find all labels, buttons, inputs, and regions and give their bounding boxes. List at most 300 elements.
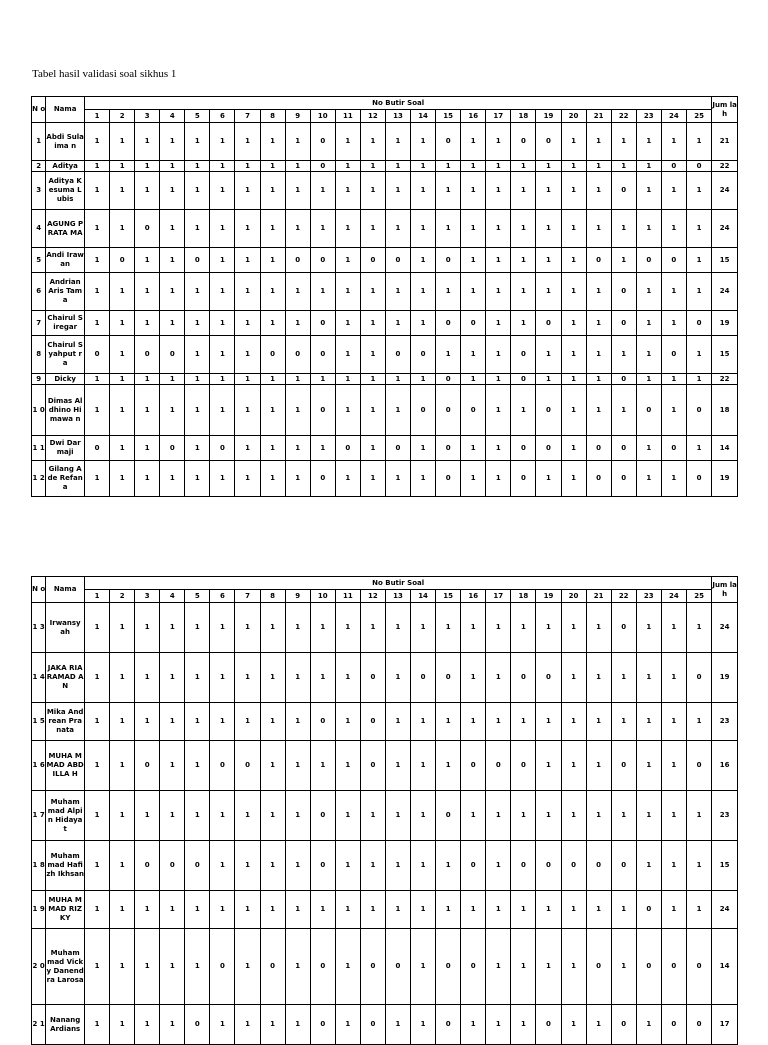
student-name: AGUNG PRATA MA	[46, 210, 85, 248]
row-number: 5	[32, 248, 46, 273]
score-cell: 1	[210, 1005, 235, 1045]
score-cell: 1	[661, 210, 686, 248]
score-cell: 1	[586, 210, 611, 248]
score-cell: 1	[661, 841, 686, 891]
item-number-header: 15	[436, 110, 461, 123]
item-number-header: 19	[536, 110, 561, 123]
score-cell: 1	[335, 791, 360, 841]
item-group-header: No Butir Soal	[85, 97, 712, 110]
score-cell: 0	[160, 436, 185, 461]
score-cell: 1	[586, 603, 611, 653]
score-cell: 0	[611, 461, 636, 497]
score-cell: 0	[461, 311, 486, 336]
table-row	[32, 273, 738, 311]
row-number: 6	[32, 273, 46, 311]
score-cell: 1	[185, 385, 210, 436]
score-cell: 1	[411, 741, 436, 791]
score-cell: 1	[536, 741, 561, 791]
score-cell: 1	[160, 248, 185, 273]
score-cell: 1	[636, 210, 661, 248]
score-cell: 0	[461, 385, 486, 436]
item-number-header: 8	[260, 110, 285, 123]
score-cell: 0	[385, 436, 410, 461]
score-cell: 1	[461, 1005, 486, 1045]
score-cell: 1	[335, 653, 360, 703]
score-cell: 1	[185, 653, 210, 703]
score-cell: 1	[536, 336, 561, 374]
score-cell: 1	[85, 172, 110, 210]
score-cell: 1	[636, 703, 661, 741]
score-cell: 1	[110, 436, 135, 461]
score-cell: 1	[536, 273, 561, 311]
score-cell: 1	[135, 311, 160, 336]
score-cell: 0	[185, 841, 210, 891]
score-cell: 0	[135, 210, 160, 248]
score-cell: 1	[310, 891, 335, 929]
score-cell: 1	[110, 891, 135, 929]
score-cell: 1	[85, 123, 110, 161]
score-cell: 0	[360, 653, 385, 703]
score-cell: 1	[235, 161, 260, 172]
score-cell: 1	[210, 161, 235, 172]
score-cell: 1	[536, 791, 561, 841]
row-total: 23	[712, 703, 738, 741]
score-cell: 1	[260, 374, 285, 385]
score-cell: 0	[611, 436, 636, 461]
score-cell: 0	[411, 653, 436, 703]
score-cell: 1	[310, 374, 335, 385]
score-cell: 1	[486, 1005, 511, 1045]
score-cell: 1	[511, 248, 536, 273]
total-header: Jum lah	[712, 577, 738, 603]
item-number-header: 10	[310, 110, 335, 123]
score-cell: 0	[511, 436, 536, 461]
score-cell: 0	[536, 436, 561, 461]
row-total: 22	[712, 161, 738, 172]
row-total: 14	[712, 436, 738, 461]
score-cell: 1	[335, 703, 360, 741]
header-row	[32, 577, 738, 590]
score-cell: 1	[360, 123, 385, 161]
no-header: N o	[32, 97, 46, 123]
score-cell: 1	[85, 248, 110, 273]
score-cell: 1	[561, 929, 586, 1005]
score-cell: 1	[235, 374, 260, 385]
score-cell: 1	[210, 123, 235, 161]
item-number-header: 23	[636, 590, 661, 603]
score-cell: 1	[385, 791, 410, 841]
score-cell: 1	[335, 336, 360, 374]
row-number: 1 3	[32, 603, 46, 653]
score-cell: 0	[611, 172, 636, 210]
score-cell: 1	[235, 841, 260, 891]
score-cell: 0	[85, 336, 110, 374]
score-cell: 0	[586, 841, 611, 891]
score-cell: 1	[185, 311, 210, 336]
table-row	[32, 1005, 738, 1045]
item-number-header: 24	[661, 110, 686, 123]
score-cell: 1	[160, 311, 185, 336]
score-cell: 1	[85, 703, 110, 741]
score-cell: 1	[686, 336, 711, 374]
item-number-header: 21	[586, 590, 611, 603]
score-cell: 1	[160, 210, 185, 248]
score-cell: 1	[436, 603, 461, 653]
score-cell: 1	[260, 161, 285, 172]
score-cell: 1	[210, 461, 235, 497]
score-cell: 1	[310, 210, 335, 248]
score-cell: 1	[85, 1005, 110, 1045]
score-cell: 0	[285, 248, 310, 273]
score-cell: 1	[461, 123, 486, 161]
score-cell: 1	[235, 248, 260, 273]
score-cell: 1	[486, 603, 511, 653]
score-cell: 1	[335, 385, 360, 436]
row-number: 8	[32, 336, 46, 374]
row-total: 19	[712, 461, 738, 497]
score-cell: 1	[536, 161, 561, 172]
student-name: Dimas Aldhino Himawa n	[46, 385, 85, 436]
score-cell: 1	[411, 123, 436, 161]
score-cell: 1	[260, 603, 285, 653]
score-cell: 1	[536, 461, 561, 497]
table-row	[32, 123, 738, 161]
item-number-header: 6	[210, 110, 235, 123]
score-cell: 1	[561, 210, 586, 248]
score-cell: 1	[85, 891, 110, 929]
score-cell: 1	[110, 461, 135, 497]
student-name: MUHA MMAD ABDILLA H	[46, 741, 85, 791]
score-cell: 1	[561, 385, 586, 436]
item-number-header: 25	[686, 590, 711, 603]
student-name: Irwansy ah	[46, 603, 85, 653]
table-row	[32, 436, 738, 461]
score-cell: 1	[661, 791, 686, 841]
score-cell: 1	[461, 703, 486, 741]
score-cell: 1	[411, 891, 436, 929]
name-header: Nama	[46, 577, 85, 603]
score-cell: 1	[160, 653, 185, 703]
item-number-header: 14	[411, 590, 436, 603]
score-cell: 1	[486, 374, 511, 385]
score-cell: 1	[135, 891, 160, 929]
score-cell: 1	[235, 436, 260, 461]
score-cell: 1	[160, 741, 185, 791]
item-number-row	[32, 590, 738, 603]
score-cell: 1	[335, 161, 360, 172]
score-cell: 1	[335, 248, 360, 273]
score-cell: 1	[436, 841, 461, 891]
score-cell: 1	[436, 741, 461, 791]
score-cell: 1	[636, 841, 661, 891]
row-total: 15	[712, 336, 738, 374]
score-cell: 1	[661, 891, 686, 929]
score-cell: 1	[486, 703, 511, 741]
score-cell: 1	[636, 311, 661, 336]
row-number: 1 8	[32, 841, 46, 891]
item-number-header: 3	[135, 110, 160, 123]
score-cell: 1	[160, 1005, 185, 1045]
score-cell: 1	[210, 210, 235, 248]
score-cell: 1	[486, 172, 511, 210]
score-cell: 1	[586, 741, 611, 791]
score-cell: 1	[411, 311, 436, 336]
item-number-header: 9	[285, 110, 310, 123]
table-row	[32, 210, 738, 248]
score-cell: 0	[686, 653, 711, 703]
score-cell: 1	[686, 703, 711, 741]
row-total: 14	[712, 929, 738, 1005]
score-cell: 1	[285, 210, 310, 248]
score-cell: 1	[135, 123, 160, 161]
table-row	[32, 161, 738, 172]
row-number: 1	[32, 123, 46, 161]
row-total: 21	[712, 123, 738, 161]
row-total: 15	[712, 248, 738, 273]
score-cell: 1	[536, 703, 561, 741]
score-cell: 1	[511, 273, 536, 311]
item-number-header: 11	[335, 110, 360, 123]
score-cell: 0	[436, 123, 461, 161]
score-cell: 1	[385, 891, 410, 929]
table-row	[32, 248, 738, 273]
score-cell: 1	[586, 703, 611, 741]
score-cell: 0	[310, 841, 335, 891]
score-cell: 1	[335, 374, 360, 385]
student-name: Abdi Sulaima n	[46, 123, 85, 161]
score-cell: 1	[235, 653, 260, 703]
row-number: 9	[32, 374, 46, 385]
score-cell: 1	[235, 311, 260, 336]
score-cell: 0	[686, 1005, 711, 1045]
score-cell: 1	[511, 311, 536, 336]
score-cell: 1	[160, 891, 185, 929]
score-cell: 1	[661, 273, 686, 311]
score-cell: 1	[260, 248, 285, 273]
student-name: Muham mad Hafizh Ikhsan	[46, 841, 85, 891]
score-cell: 1	[611, 336, 636, 374]
score-cell: 0	[636, 248, 661, 273]
score-cell: 0	[561, 841, 586, 891]
score-cell: 1	[411, 210, 436, 248]
score-cell: 0	[661, 336, 686, 374]
score-cell: 1	[110, 791, 135, 841]
score-cell: 1	[260, 123, 285, 161]
score-cell: 1	[686, 123, 711, 161]
score-cell: 1	[85, 210, 110, 248]
row-number: 1 5	[32, 703, 46, 741]
score-cell: 1	[636, 603, 661, 653]
score-cell: 1	[611, 929, 636, 1005]
score-cell: 0	[310, 703, 335, 741]
score-cell: 1	[486, 248, 511, 273]
score-cell: 1	[285, 123, 310, 161]
score-cell: 0	[436, 436, 461, 461]
score-cell: 1	[335, 603, 360, 653]
score-cell: 1	[210, 603, 235, 653]
score-cell: 1	[135, 703, 160, 741]
score-cell: 1	[260, 385, 285, 436]
row-number: 2 0	[32, 929, 46, 1005]
score-cell: 0	[360, 741, 385, 791]
score-cell: 1	[461, 461, 486, 497]
score-cell: 1	[586, 374, 611, 385]
score-cell: 1	[285, 841, 310, 891]
row-total: 23	[712, 791, 738, 841]
table-row	[32, 891, 738, 929]
score-cell: 0	[686, 311, 711, 336]
score-cell: 1	[110, 273, 135, 311]
score-cell: 1	[285, 172, 310, 210]
score-cell: 1	[636, 741, 661, 791]
score-cell: 0	[110, 248, 135, 273]
table-row	[32, 311, 738, 336]
score-cell: 1	[85, 929, 110, 1005]
score-cell: 0	[661, 161, 686, 172]
score-cell: 0	[285, 336, 310, 374]
student-name: Aditya	[46, 161, 85, 172]
table-row	[32, 929, 738, 1005]
table-row	[32, 385, 738, 436]
score-cell: 1	[260, 703, 285, 741]
score-cell: 0	[385, 336, 410, 374]
score-cell: 0	[436, 385, 461, 436]
score-cell: 0	[185, 1005, 210, 1045]
score-cell: 1	[385, 603, 410, 653]
score-cell: 1	[636, 273, 661, 311]
score-cell: 1	[611, 123, 636, 161]
score-cell: 1	[160, 603, 185, 653]
score-cell: 1	[385, 374, 410, 385]
score-cell: 1	[661, 703, 686, 741]
score-cell: 1	[385, 123, 410, 161]
score-cell: 1	[611, 210, 636, 248]
score-cell: 1	[135, 461, 160, 497]
score-cell: 1	[160, 461, 185, 497]
score-cell: 0	[85, 436, 110, 461]
score-cell: 1	[385, 1005, 410, 1045]
score-cell: 1	[511, 791, 536, 841]
score-cell: 1	[385, 161, 410, 172]
score-cell: 1	[235, 210, 260, 248]
item-number-header: 22	[611, 110, 636, 123]
score-cell: 1	[85, 741, 110, 791]
score-cell: 1	[636, 436, 661, 461]
score-cell: 1	[160, 703, 185, 741]
score-cell: 1	[210, 791, 235, 841]
item-number-header: 14	[411, 110, 436, 123]
score-cell: 0	[636, 929, 661, 1005]
score-cell: 1	[436, 336, 461, 374]
score-cell: 1	[110, 161, 135, 172]
score-cell: 1	[110, 374, 135, 385]
score-cell: 1	[185, 172, 210, 210]
score-cell: 1	[686, 436, 711, 461]
score-cell: 1	[686, 172, 711, 210]
score-cell: 1	[486, 929, 511, 1005]
score-cell: 1	[210, 273, 235, 311]
score-cell: 1	[335, 1005, 360, 1045]
score-cell: 1	[310, 741, 335, 791]
score-cell: 0	[436, 929, 461, 1005]
score-cell: 1	[110, 172, 135, 210]
score-cell: 1	[411, 248, 436, 273]
score-cell: 1	[686, 374, 711, 385]
score-cell: 1	[360, 336, 385, 374]
score-cell: 1	[210, 374, 235, 385]
score-cell: 1	[611, 385, 636, 436]
score-cell: 1	[486, 791, 511, 841]
score-cell: 0	[511, 123, 536, 161]
item-number-header: 16	[461, 110, 486, 123]
row-number: 7	[32, 311, 46, 336]
student-name: JAKA RIA RAMAD AN	[46, 653, 85, 703]
score-cell: 0	[586, 248, 611, 273]
score-cell: 0	[310, 1005, 335, 1045]
score-cell: 1	[486, 161, 511, 172]
item-number-header: 6	[210, 590, 235, 603]
score-cell: 1	[511, 891, 536, 929]
score-cell: 0	[536, 841, 561, 891]
score-cell: 1	[586, 172, 611, 210]
score-cell: 1	[260, 791, 285, 841]
score-cell: 1	[335, 273, 360, 311]
item-number-header: 24	[661, 590, 686, 603]
score-cell: 0	[511, 336, 536, 374]
score-cell: 1	[210, 172, 235, 210]
score-cell: 0	[360, 703, 385, 741]
score-cell: 1	[411, 374, 436, 385]
score-cell: 1	[436, 172, 461, 210]
score-cell: 0	[511, 653, 536, 703]
score-cell: 1	[461, 248, 486, 273]
score-cell: 0	[310, 929, 335, 1005]
score-cell: 1	[135, 385, 160, 436]
score-cell: 1	[310, 172, 335, 210]
score-cell: 1	[260, 841, 285, 891]
score-cell: 1	[385, 273, 410, 311]
item-number-header: 8	[260, 590, 285, 603]
score-cell: 1	[511, 603, 536, 653]
score-cell: 1	[686, 791, 711, 841]
student-name: Andrian Aris Tama	[46, 273, 85, 311]
score-cell: 1	[536, 172, 561, 210]
score-cell: 1	[260, 172, 285, 210]
item-number-header: 18	[511, 110, 536, 123]
score-cell: 1	[586, 273, 611, 311]
score-cell: 1	[185, 603, 210, 653]
score-cell: 0	[310, 311, 335, 336]
score-cell: 1	[85, 461, 110, 497]
item-number-header: 22	[611, 590, 636, 603]
score-cell: 1	[561, 336, 586, 374]
score-cell: 1	[611, 161, 636, 172]
score-cell: 1	[235, 929, 260, 1005]
score-cell: 1	[636, 791, 661, 841]
score-cell: 1	[561, 248, 586, 273]
score-cell: 1	[360, 311, 385, 336]
score-cell: 1	[461, 273, 486, 311]
score-cell: 1	[411, 841, 436, 891]
score-cell: 0	[360, 929, 385, 1005]
score-cell: 1	[310, 436, 335, 461]
score-cell: 1	[135, 603, 160, 653]
score-cell: 1	[235, 273, 260, 311]
item-number-header: 5	[185, 590, 210, 603]
score-cell: 1	[686, 248, 711, 273]
score-cell: 1	[235, 791, 260, 841]
score-cell: 0	[335, 436, 360, 461]
